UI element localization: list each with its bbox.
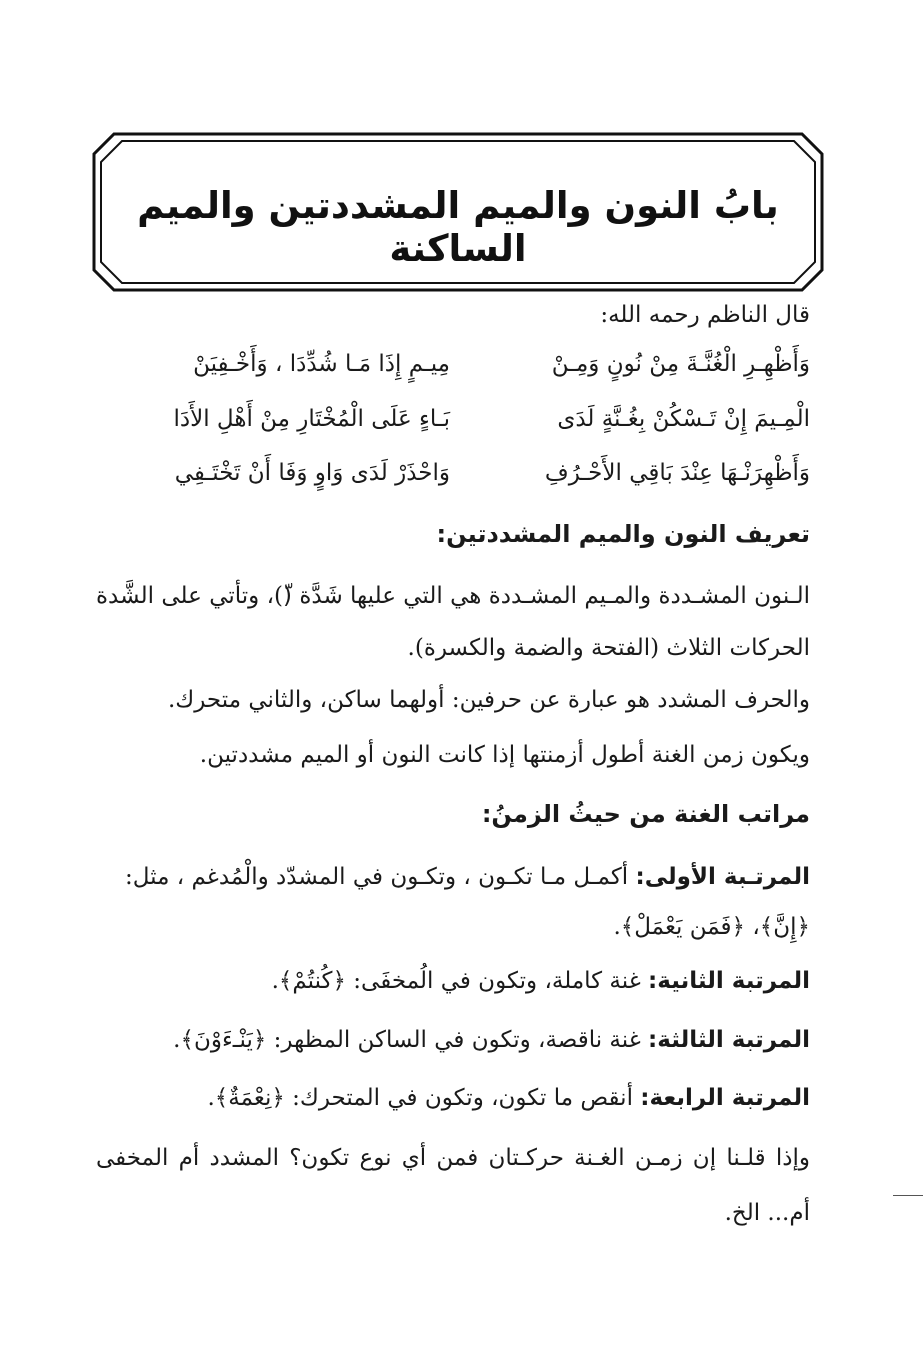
rank1-line2: ﴿إِنَّ﴾، ﴿فَمَن يَعْمَلْ﴾. xyxy=(613,914,810,940)
verse-1-left: مِيـمٍ إِذَا مَـا شُدِّدَا ، وَأَخْـفِيَنْ xyxy=(193,351,450,377)
rank2-line xyxy=(272,968,810,996)
rank4-text: أنقص ما تكون، وتكون في المتحرك: ﴿نِعْمَةٌ﴾. xyxy=(207,1085,641,1111)
rank1-text: أكمـل مـا تكـون ، وتكـون في المشدّد والْمُدغم ، مثل: xyxy=(125,864,636,890)
page-title: بابُ النون والميم المشددتين والميم الساكنة xyxy=(137,184,779,270)
verse-2-right: الْمِـيمَ إِنْ تَـسْكُنْ بِغُـنَّةٍ لَدَى xyxy=(557,406,810,432)
margin-mark xyxy=(893,1195,923,1196)
rank2-label: المرتبة الثانية: xyxy=(648,968,810,994)
section2-heading: مراتب الغنة من حيثُ الزمنُ: xyxy=(481,800,810,828)
section1-heading: تعريف النون والميم المشددتين: xyxy=(436,520,810,548)
verse-1-right: وَأَظْهِـرِ الْغُنَّـةَ مِنْ نُونٍ وَمِـنْ xyxy=(551,351,810,377)
section1-paragraph3: ويكون زمن الغنة أطول أزمنتها إذا كانت النون أو الميم مشددتين. xyxy=(199,742,810,768)
section1-paragraph2: والحرف المشدد هو عبارة عن حرفين: أولهما ساكن، والثاني متحرك. xyxy=(167,687,810,713)
rank1-line1 xyxy=(96,864,810,892)
rank3-label: المرتبة الثالثة: xyxy=(648,1027,810,1053)
rank3-line xyxy=(173,1027,810,1055)
section1-paragraph-line1: الـنون المشـددة والمـيم المشـددة هي التي عليها شَدَّة (ّ)، وتأتي على الشَّدة xyxy=(96,583,810,609)
title-frame xyxy=(92,132,824,292)
verse-3-right: وَأَظْهِرَنْـهَا عِنْدَ بَاقِي الأَحْـرُفِ xyxy=(544,460,810,486)
rank2-text: غنة كاملة، وتكون في الُمخفَى: ﴿كُنتُمْ﴾. xyxy=(271,968,649,994)
verse-2-left: بَـاءٍ عَلَى الْمُخْتَارِ مِنْ أَهْلِ الأَدَا xyxy=(173,406,450,432)
closing-line1: وإذا قلـنا إن زمـن الغـنة حركـتان فمن أي نوع تكون؟ المشدد أم المخفى xyxy=(96,1145,810,1171)
rank4-label: المرتبة الرابعة: xyxy=(640,1085,810,1111)
rank1-label: المرتـبة الأولى: xyxy=(635,864,810,890)
rank4-line xyxy=(207,1085,810,1113)
verse-3-left: وَاحْذَرْ لَدَى وَاوٍ وَفَا أَنْ تَخْتَـفِي xyxy=(174,460,450,486)
rank3-text: غنة ناقصة، وتكون في الساكن المظهر: ﴿يَنْـءَوْنَ﴾. xyxy=(173,1027,649,1053)
intro-text: قال الناظم رحمه الله: xyxy=(600,302,810,328)
closing-line2: أم... الخ. xyxy=(724,1200,810,1226)
section1-paragraph-line2: الحركات الثلاث (الفتحة والضمة والكسرة). xyxy=(407,635,810,661)
